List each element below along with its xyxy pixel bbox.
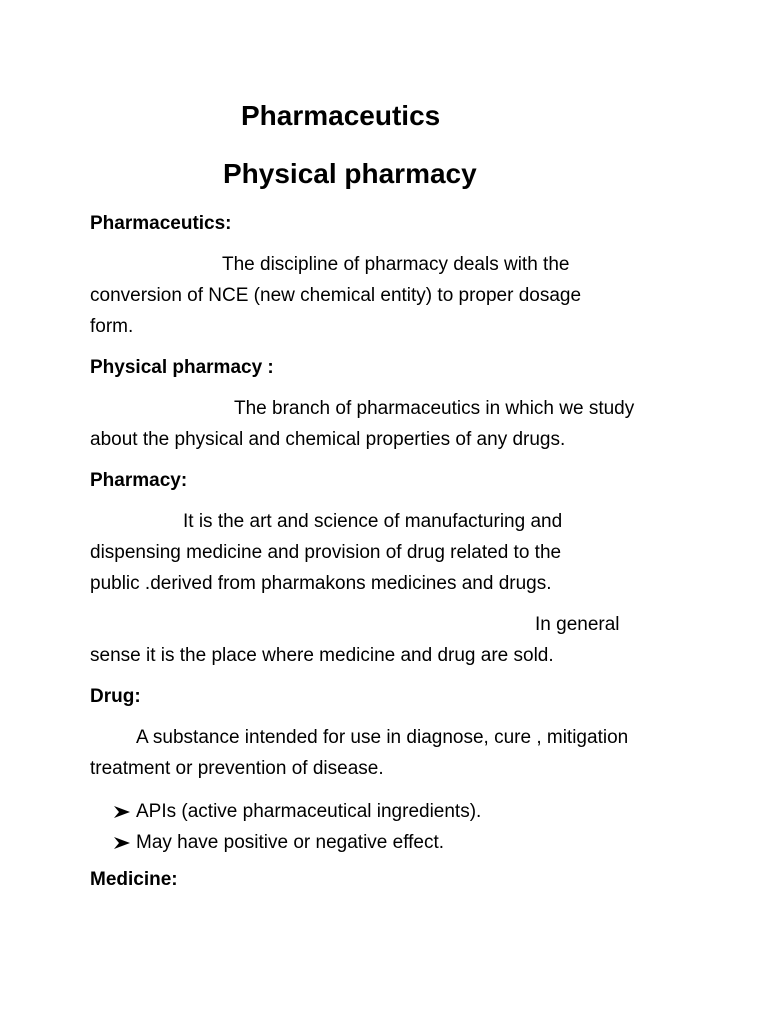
paragraph-line: sense it is the place where medicine and drug are sold.	[90, 645, 554, 666]
section-heading-pharmacy: Pharmacy:	[90, 470, 188, 491]
arrowhead-bullet-icon	[113, 805, 131, 819]
paragraph-line: The discipline of pharmacy deals with the	[222, 254, 570, 275]
paragraph-line: The branch of pharmaceutics in which we study	[234, 398, 635, 419]
paragraph-line: In general	[535, 614, 620, 635]
list-item	[113, 827, 481, 858]
arrowhead-bullet-icon	[113, 836, 131, 850]
bullet-text: May have positive or negative effect.	[136, 832, 445, 853]
paragraph-line: dispensing medicine and provision of drug related to the	[90, 542, 562, 563]
bullet-text: APIs (active pharmaceutical ingredients).	[136, 801, 482, 822]
paragraph-line: form.	[90, 316, 134, 337]
paragraph-line: public .derived from pharmakons medicines and drugs.	[90, 573, 552, 594]
list-item	[113, 796, 481, 827]
section-heading-pharmaceutics: Pharmaceutics:	[90, 213, 232, 234]
section-heading-physical-pharmacy: Physical pharmacy :	[90, 357, 274, 378]
paragraph-line: It is the art and science of manufacturing and	[183, 511, 563, 532]
paragraph-line: A substance intended for use in diagnose, cure , mitigation	[136, 727, 629, 748]
document-title: Pharmaceutics	[241, 100, 441, 131]
section-heading-drug: Drug:	[90, 686, 141, 707]
bullet-list	[113, 796, 481, 858]
section-heading-medicine: Medicine:	[90, 869, 178, 890]
paragraph-line: treatment or prevention of disease.	[90, 758, 384, 779]
document-subtitle: Physical pharmacy	[223, 158, 477, 189]
paragraph-line: conversion of NCE (new chemical entity) to proper dosage	[90, 285, 582, 306]
paragraph-line: about the physical and chemical properties of any drugs.	[90, 429, 566, 450]
